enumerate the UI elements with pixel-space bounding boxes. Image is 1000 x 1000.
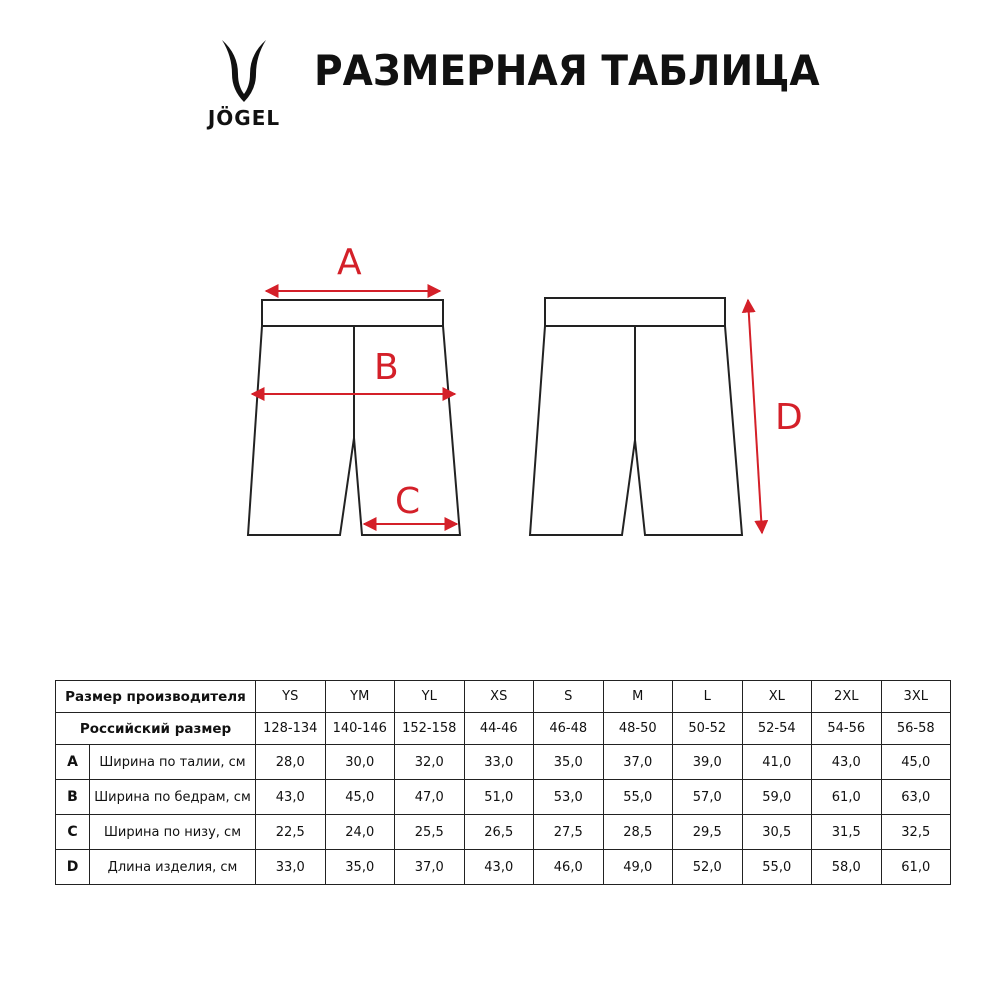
ru-size-cell: 140-146: [325, 713, 395, 745]
ru-label: Российский размер: [56, 713, 256, 745]
page-title: РАЗМЕРНАЯ ТАБЛИЦА: [314, 46, 820, 95]
dimension-d-label: D: [775, 397, 803, 438]
value-cell: 43,0: [464, 850, 534, 885]
value-cell: 63,0: [881, 780, 951, 815]
ru-size-cell: 46-48: [534, 713, 604, 745]
value-cell: 45,0: [881, 745, 951, 780]
value-cell: 41,0: [742, 745, 812, 780]
row-letter: B: [56, 780, 90, 815]
value-cell: 55,0: [742, 850, 812, 885]
header-label: Размер производителя: [56, 681, 256, 713]
value-cell: 53,0: [534, 780, 604, 815]
value-cell: 28,5: [603, 815, 673, 850]
table-row-b: [56, 780, 951, 815]
size-cell: YS: [256, 681, 326, 713]
value-cell: 58,0: [812, 850, 882, 885]
shorts-front: [248, 300, 460, 535]
value-cell: 24,0: [325, 815, 395, 850]
row-label: Ширина по низу, см: [90, 815, 256, 850]
ru-size-cell: 128-134: [256, 713, 326, 745]
ru-size-cell: 44-46: [464, 713, 534, 745]
size-cell: S: [534, 681, 604, 713]
ru-size-cell: 48-50: [603, 713, 673, 745]
front-waistband: [262, 300, 443, 326]
value-cell: 49,0: [603, 850, 673, 885]
shorts-back: [530, 298, 742, 535]
table-row-a: [56, 745, 951, 780]
ru-size-cell: 54-56: [812, 713, 882, 745]
value-cell: 30,5: [742, 815, 812, 850]
value-cell: 31,5: [812, 815, 882, 850]
size-cell: XL: [742, 681, 812, 713]
value-cell: 55,0: [603, 780, 673, 815]
row-letter: C: [56, 815, 90, 850]
table-ru-row: [56, 713, 951, 745]
table-row-d: [56, 850, 951, 885]
row-label: Ширина по бедрам, см: [90, 780, 256, 815]
value-cell: 35,0: [325, 850, 395, 885]
row-letter: D: [56, 850, 90, 885]
value-cell: 52,0: [673, 850, 743, 885]
dimension-a-label: A: [337, 242, 362, 283]
value-cell: 43,0: [256, 780, 326, 815]
value-cell: 22,5: [256, 815, 326, 850]
brand-name: JÖGEL: [207, 106, 281, 130]
value-cell: 61,0: [812, 780, 882, 815]
value-cell: 43,0: [812, 745, 882, 780]
value-cell: 32,5: [881, 815, 951, 850]
value-cell: 37,0: [395, 850, 465, 885]
value-cell: 29,5: [673, 815, 743, 850]
row-label: Ширина по талии, см: [90, 745, 256, 780]
ru-size-cell: 50-52: [673, 713, 743, 745]
value-cell: 26,5: [464, 815, 534, 850]
size-cell: 3XL: [881, 681, 951, 713]
dimension-d-line: [748, 300, 762, 533]
size-cell: 2XL: [812, 681, 882, 713]
value-cell: 30,0: [325, 745, 395, 780]
value-cell: 28,0: [256, 745, 326, 780]
value-cell: 25,5: [395, 815, 465, 850]
value-cell: 33,0: [464, 745, 534, 780]
value-cell: 46,0: [534, 850, 604, 885]
value-cell: 47,0: [395, 780, 465, 815]
back-waistband: [545, 298, 725, 326]
table-header-row: [56, 681, 951, 713]
row-label: Длина изделия, см: [90, 850, 256, 885]
size-cell: XS: [464, 681, 534, 713]
value-cell: 61,0: [881, 850, 951, 885]
value-cell: 33,0: [256, 850, 326, 885]
row-letter: A: [56, 745, 90, 780]
value-cell: 39,0: [673, 745, 743, 780]
ru-size-cell: 52-54: [742, 713, 812, 745]
size-cell: YL: [395, 681, 465, 713]
ru-size-cell: 56-58: [881, 713, 951, 745]
value-cell: 37,0: [603, 745, 673, 780]
value-cell: 35,0: [534, 745, 604, 780]
value-cell: 57,0: [673, 780, 743, 815]
size-cell: M: [603, 681, 673, 713]
size-cell: YM: [325, 681, 395, 713]
value-cell: 45,0: [325, 780, 395, 815]
value-cell: 27,5: [534, 815, 604, 850]
size-cell: L: [673, 681, 743, 713]
dimension-c-label: C: [395, 481, 421, 522]
table-row-c: [56, 815, 951, 850]
value-cell: 51,0: [464, 780, 534, 815]
value-cell: 32,0: [395, 745, 465, 780]
dimension-b-label: B: [374, 347, 399, 388]
ru-size-cell: 152-158: [395, 713, 465, 745]
size-table: [55, 680, 951, 885]
value-cell: 59,0: [742, 780, 812, 815]
